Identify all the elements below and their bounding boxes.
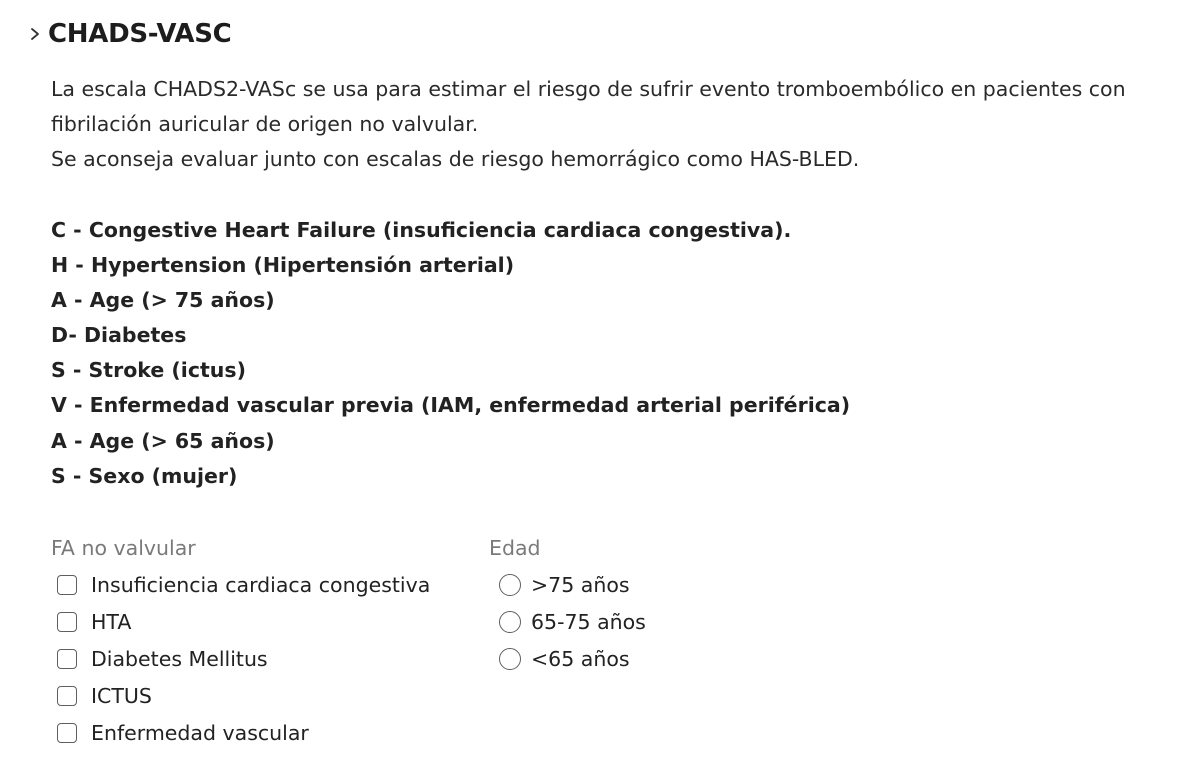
criteria-item-sex: S - Sexo (mujer) — [51, 463, 238, 488]
radio-65-75[interactable] — [499, 611, 521, 633]
checkbox-option-ictus[interactable] — [57, 677, 430, 714]
checkbox-hta[interactable] — [57, 612, 77, 632]
criteria-item-congestive-heart-failure: C - Congestive Heart Failure (insuficiencia cardiaca congestiva). — [51, 218, 792, 242]
description-line: fibrilación auricular de origen no valvular. — [51, 112, 479, 136]
checkbox-option-insuficiencia-cardiaca[interactable] — [57, 566, 430, 603]
criteria-item-age-75: A - Age (> 75 años) — [51, 288, 275, 313]
checkbox-label[interactable]: ICTUS — [91, 683, 152, 708]
description-line: La escala CHADS2-VASc se usa para estimar el riesgo de sufrir evento tromboembólico en pacientes con — [51, 77, 1126, 101]
chevron-right-icon — [28, 22, 44, 46]
checkbox-option-diabetes-mellitus[interactable] — [57, 640, 430, 677]
checkbox-insuficiencia-cardiaca[interactable] — [57, 575, 77, 595]
section-title: CHADS-VASC — [48, 19, 232, 49]
checkbox-enfermedad-vascular[interactable] — [57, 723, 77, 743]
criteria-item-diabetes: D- Diabetes — [51, 323, 187, 348]
radio-mayor-75[interactable] — [499, 574, 521, 596]
criteria-item-stroke: S - Stroke (ictus) — [51, 358, 246, 383]
criteria-item-age-65: A - Age (> 65 años) — [51, 428, 275, 453]
checkbox-label[interactable]: Diabetes Mellitus — [91, 646, 268, 671]
fa-group-label: FA no valvular — [51, 536, 196, 560]
checkbox-option-hta[interactable] — [57, 603, 430, 640]
criteria-item-hypertension: H - Hypertension (Hipertensión arterial) — [51, 253, 515, 278]
radio-option-menor-65[interactable] — [495, 640, 646, 677]
checkbox-ictus[interactable] — [57, 686, 77, 706]
checkbox-diabetes-mellitus[interactable] — [57, 649, 77, 669]
description — [51, 72, 1171, 177]
radio-option-65-75[interactable] — [495, 603, 646, 640]
checkbox-label[interactable]: Enfermedad vascular — [91, 720, 309, 745]
edad-group-label: Edad — [489, 536, 541, 560]
description-line: Se aconseja evaluar junto con escalas de riesgo hemorrágico como HAS-BLED. — [51, 147, 860, 171]
edad-group — [489, 530, 646, 677]
radio-label[interactable]: <65 años — [531, 646, 630, 671]
criteria-item-vascular-disease: V - Enfermedad vascular previa (IAM, enfermedad arterial periférica) — [51, 393, 851, 418]
radio-label[interactable]: >75 años — [531, 572, 630, 597]
checkbox-label[interactable]: HTA — [91, 609, 132, 634]
fa-no-valvular-group — [51, 530, 430, 751]
radio-label[interactable]: 65-75 años — [531, 609, 646, 634]
checkbox-option-enfermedad-vascular[interactable] — [57, 714, 430, 751]
radio-option-mayor-75[interactable] — [495, 566, 646, 603]
radio-menor-65[interactable] — [499, 648, 521, 670]
section-header-chads-vasc[interactable] — [28, 14, 231, 54]
criteria-list — [51, 213, 850, 494]
checkbox-label[interactable]: Insuficiencia cardiaca congestiva — [91, 572, 431, 597]
